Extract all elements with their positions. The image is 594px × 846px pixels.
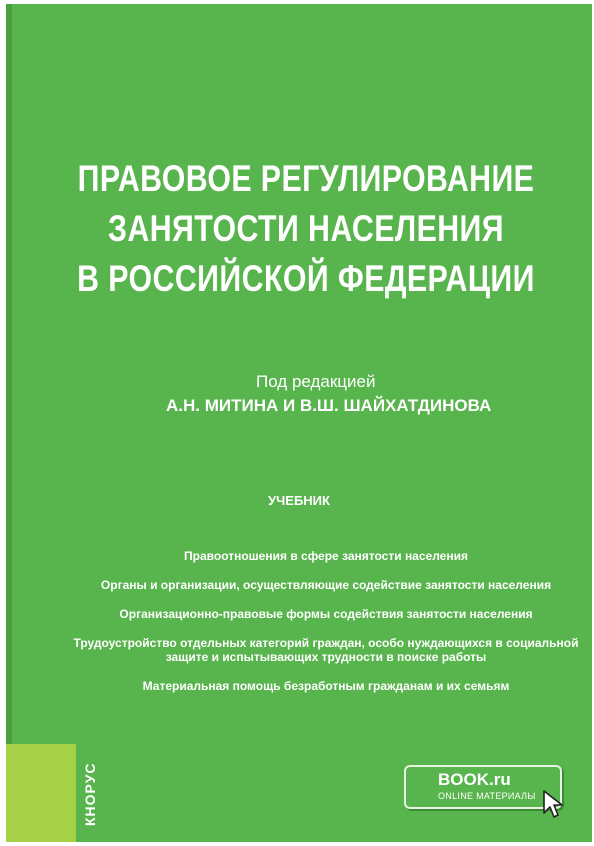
topics-list	[56, 549, 592, 708]
topic-item: Организационно-правовые формы содействия занятости населения	[119, 607, 533, 621]
topic-item: Правоотношения в сфере занятости населения	[184, 549, 468, 563]
bookru-subtitle: ONLINE МАТЕРИАЛЫ	[438, 791, 536, 801]
title-line-2: ЗАНЯТОСТИ НАСЕЛЕНИЯ	[107, 208, 504, 249]
cover-spine-edge	[6, 4, 12, 842]
cursor-icon	[542, 789, 564, 819]
publisher-name: КНОРУС	[82, 762, 98, 826]
book-type: УЧЕБНИК	[268, 493, 330, 508]
publisher-logo	[82, 756, 102, 826]
bookru-badge	[404, 765, 562, 809]
book-cover	[6, 4, 592, 842]
topic-item: Органы и организации, осуществляющие содействие занятости населения	[100, 578, 552, 592]
topic-item: Трудоустройство отдельных категорий граждан, особо нуждающихся в социальной защите и испытывающих трудности в поиске работы	[73, 636, 579, 664]
editors-block	[166, 370, 491, 418]
editors-caption: Под редакцией	[256, 372, 376, 391]
book-title	[76, 154, 535, 304]
corner-color-block	[6, 744, 76, 842]
editors-names: А.Н. МИТИНА И В.Ш. ШАЙХАТДИНОВА	[166, 396, 492, 415]
title-line-1: ПРАВОВОЕ РЕГУЛИРОВАНИЕ	[77, 158, 535, 199]
title-line-3: В РОССИЙСКОЙ ФЕДЕРАЦИИ	[77, 258, 535, 299]
bookru-logo: BOOK.ru	[438, 770, 511, 789]
topic-item: Материальная помощь безработным гражданам и их семьям	[142, 679, 510, 693]
